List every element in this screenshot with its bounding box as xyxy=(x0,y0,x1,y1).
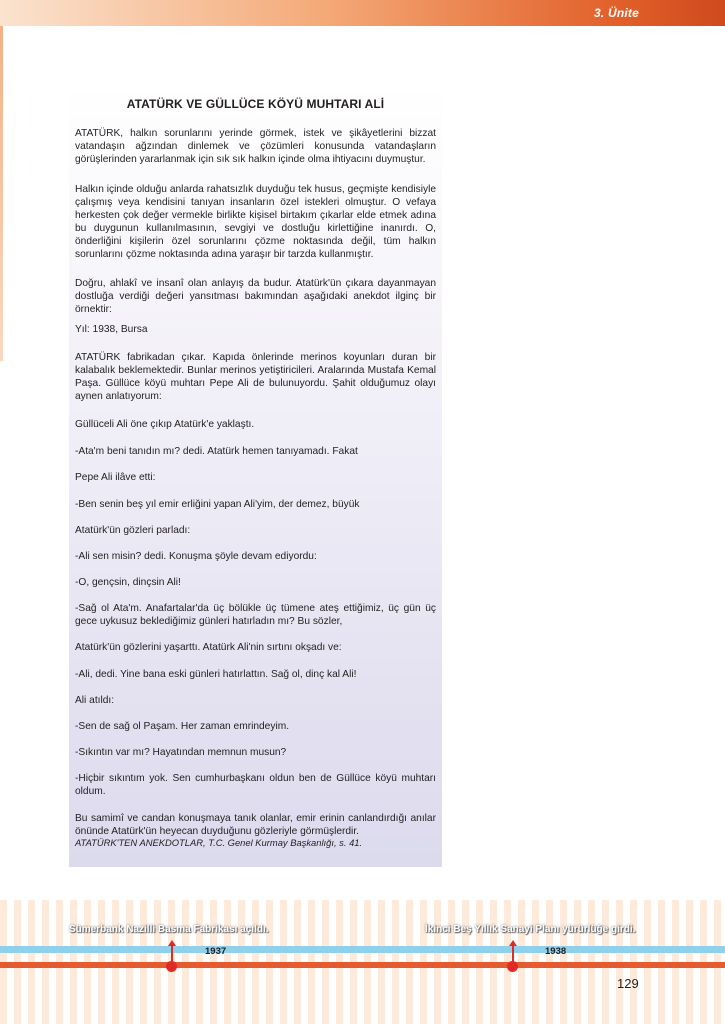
paragraph: -Hiçbir sıkıntım yok. Sen cumhurbaşkanı oldun ben de Güllüce köyü muhtarı oldum. xyxy=(75,773,436,797)
page-number: 129 xyxy=(617,976,639,991)
paragraph: Doğru, ahlakî ve insanî olan anlayış da budur. Atatürk'ün çıkara dayanmayan dostluğa verdiği değeri yansıtması bakımından aşağıdaki anekdot ilginç bir örnektir: xyxy=(75,278,436,315)
timeline-marker-stem xyxy=(512,945,514,962)
left-edge-accent xyxy=(0,26,3,361)
timeline-red-line xyxy=(0,962,725,968)
paragraph: Halkın içinde olduğu anlarda rahatsızlık duyduğu tek husus, geçmişte kendisiyle çalışmış veya kendisini tanıyan insanların özel istekleri olmuştur. O vefaya herkesten çok değer vermekle birlikte kişisel birtakım çıkarlar elde etmek adına bu duygunun kullanılmasının, sevgiyi ve dostluğu kirlettiğine inanırdı. O, önderliğini kişilerin özel sorunlarını çözme noktasında değil, tüm halkın sorunlarını çözme noktasında adına yaraşır bir tarzda kullanmıştır. xyxy=(75,184,436,260)
paragraph: Bu samimî ve candan konuşmaya tanık olanlar, emir erinin canlandırdığı anılar önünde Atatürk'ün heyecan duyduğunu gözleriyle görmüşlerdir. xyxy=(75,813,436,837)
source-citation: ATATÜRK'TEN ANEKDOTLAR, T.C. Genel Kurmay Başkanlığı, s. 41. xyxy=(75,837,363,848)
unit-label: 3. Ünite xyxy=(594,6,639,20)
paragraph: -Sağ ol Ata'm. Anafartalar'da üç bölükle üç tümene ateş ettiğimiz, üç gün üç gece uykusuz beklediğimiz günleri hatırladın mı? Bu sözler, xyxy=(75,603,436,627)
paragraph: -Ali sen misin? dedi. Konuşma şöyle devam ediyordu: xyxy=(75,551,317,562)
timeline-blue-line xyxy=(0,946,725,953)
timeline-marker-dot xyxy=(166,961,177,972)
timeline-year: 1938 xyxy=(545,946,567,957)
paragraph: Atatürk'ün gözleri parladı: xyxy=(75,525,191,536)
paragraph: Atatürk'ün gözlerini yaşarttı. Atatürk Ali'nin sırtını okşadı ve: xyxy=(75,642,342,653)
paragraph: Yıl: 1938, Bursa xyxy=(75,324,148,335)
paragraph: -Ali, dedi. Yine bana eski günleri hatırlattın. Sağ ol, dinç kal Ali! xyxy=(75,669,357,680)
paragraph: -Ata'm beni tanıdın mı? dedi. Atatürk hemen tanıyamadı. Fakat xyxy=(75,446,358,457)
timeline-event-label: Sümerbank Nazilli Basma Fabrikası açıldı. xyxy=(69,924,269,935)
timeline-marker-dot xyxy=(507,961,518,972)
paragraph: Güllüceli Ali öne çıkıp Atatürk'e yaklaştı. xyxy=(75,419,255,430)
paragraph: -O, gençsin, dinçsin Ali! xyxy=(75,577,181,588)
paragraph: ATATÜRK fabrikadan çıkar. Kapıda önlerinde merinos koyunları duran bir kalabalık beklemektedir. Bunlar merinos yetiştiricileri. Aralarında Mustafa Kemal Paşa. Güllüce köyü muhtarı Pepe Ali de bulunuyordu. Şahit olduğumuz olayı aynen anlatıyorum: xyxy=(75,352,436,402)
article-title: ATATÜRK VE GÜLLÜCE KÖYÜ MUHTARI ALİ xyxy=(126,97,385,111)
timeline-marker-stem xyxy=(171,945,173,962)
timeline-event-label: İkinci Beş Yıllık Sanayi Planı yürürlüğe girdi. xyxy=(425,924,636,935)
paragraph: -Ben senin beş yıl emir erliğini yapan Ali'yim, der demez, büyük xyxy=(75,499,360,510)
paragraph: ATATÜRK, halkın sorunlarını yerinde görmek, istek ve şikâyetlerini bizzat vatandaşın ağzından dinlemek ve çözümleri konusunda vatandaşların görüşlerinden yararlanmak için sık sık halkın içinde olma ihtiyacını duymuştur. xyxy=(75,128,436,165)
paragraph: Ali atıldı: xyxy=(75,695,115,706)
timeline-year: 1937 xyxy=(205,946,227,957)
paragraph: -Sıkıntın var mı? Hayatından memnun musun? xyxy=(75,747,287,758)
paragraph: -Sen de sağ ol Paşam. Her zaman emrindeyim. xyxy=(75,721,290,732)
paragraph: Pepe Ali ilâve etti: xyxy=(75,472,156,483)
